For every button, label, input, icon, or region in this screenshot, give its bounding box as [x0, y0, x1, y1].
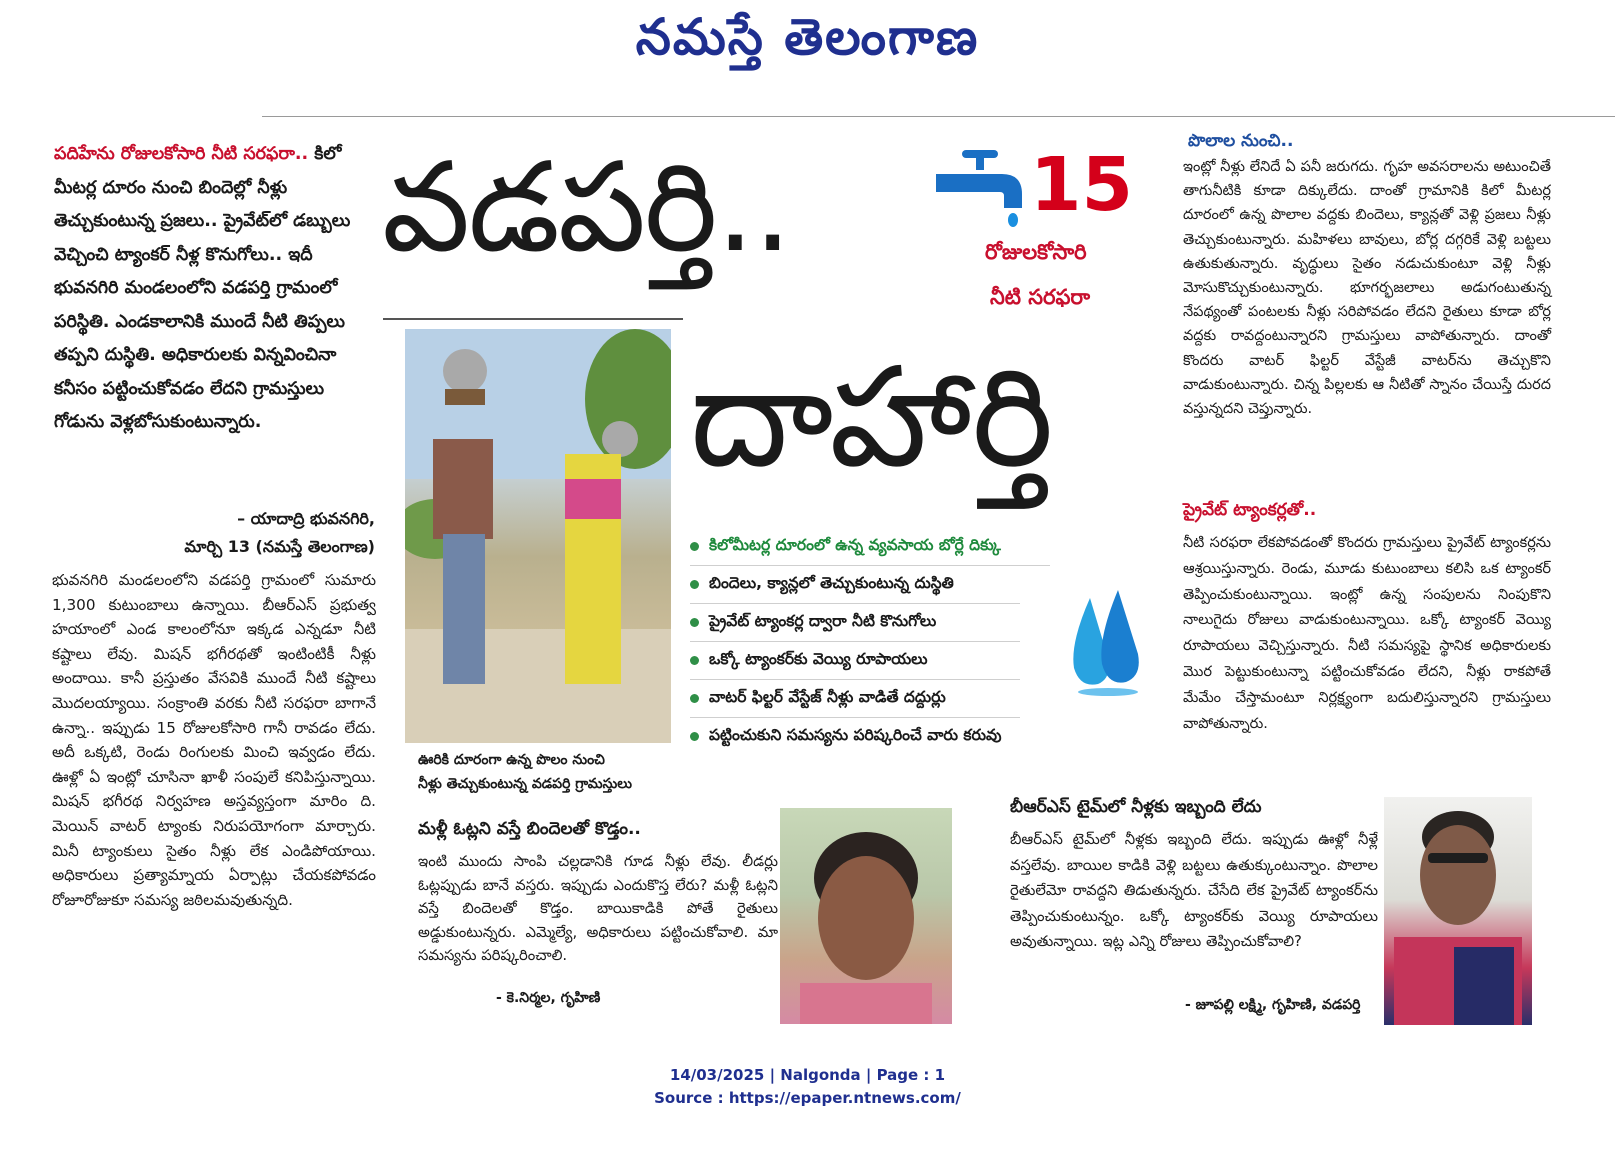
highlight-item: వాటర్ ఫిల్టర్ వేస్టేజ్ నీళ్లు వాడితే దద్దుర్లు	[690, 680, 1020, 718]
subheading-private-tankers: ప్రైవేట్ ట్యాంకర్లతో..	[1183, 500, 1317, 520]
water-drops-icon	[1068, 588, 1148, 698]
quote2-signature: - జూపల్లి లక్ష్మి, గృహిణి, వడపర్తి	[1185, 997, 1361, 1013]
highlight-item: ప్రైవేట్ ట్యాంకర్ల ద్వారా నీటి కొనుగోలు	[690, 604, 1020, 642]
bullet-icon	[690, 580, 699, 589]
highlights-list	[690, 528, 1090, 755]
article-body-right-2: నీటి సరఫరా లేకపోవడంతో కొందరు గ్రామస్తులు ప్రైవేట్ ట్యాంకర్లను ఆశ్రయిస్తున్నారు. రెండు, మూడు కుటుంబాలు కలిసి ఒక ట్యాంకర్ తెప్పించుకుంటున్నాయి. ఇంట్లో ఉన్న సంపులను నింపుకొని నాలుగైదు రోజులు వాడుకుంటున్నాయి. ఒక్కో ట్యాంకర్ వెయ్యి రూపాయలు వెచ్చిస్తున్నారు. నీటి సమస్యపై స్థానిక అధికారులకు మొర పెట్టుకుంటున్నా పట్టించుకోవడం లేదని, నీళ్లు రాకపోతే మేమేం చేస్తామంటూ నిర్లక్ష్యంగా బదులిస్తున్నారని గ్రామస్తులు వాపోతున్నారు.	[1183, 535, 1551, 732]
headline-rule	[383, 318, 683, 320]
highlight-item: ఒక్కో ట్యాంకర్‌కు వెయ్యి రూపాయలు	[690, 642, 1020, 680]
nirmala-portrait-photo	[780, 808, 952, 1024]
dateline-place: – యాదాద్రి భువనగిరి,	[237, 509, 375, 528]
page-footer-source: Source : https://epaper.ntnews.com/	[654, 1089, 961, 1107]
lead-text: కిలో మీటర్ల దూరం నుంచి బిందెల్లో నీళ్లు తెచ్చుకుంటున్న ప్రజలు.. ప్రైవేట్‌లో డబ్బులు వెచ్చించి ట్యాంకర్ నీళ్ల కొనుగోలు.. ఇదీ భువనగిరి మండలంలోని వడపర్తి గ్రామంలో పరిస్థితి. ఎండకాలానికి ముందే నీటి తిప్పలు తప్పని దుస్థితి. అధికారులకు విన్నవించినా కనీసం పట్టించుకోవడం లేదని గ్రామస్తులు గోడును వెళ్లబోసుకుంటున్నారు.	[54, 144, 351, 432]
quote2-heading: బీఆర్‌ఎస్ టైమ్‌లో నీళ్లకు ఇబ్బంది లేదు	[1010, 797, 1262, 817]
highlight-item: బిందెలు, క్యాన్లలో తెచ్చుకుంటున్న దుస్థితి	[690, 566, 1020, 604]
dateline	[140, 505, 375, 561]
bullet-icon	[690, 732, 699, 741]
villagers-carrying-water-photo	[405, 329, 671, 743]
caption-line2: నీళ్లు తెచ్చుకుంటున్న వడపర్తి గ్రామస్తులు	[418, 776, 633, 792]
days-label: రోజులకోసారి	[985, 240, 1087, 264]
quote2-body: బీఆర్‌ఎస్ టైమ్‌లో నీళ్లకు ఇబ్బంది లేదు. ఇప్పుడు ఊళ్లో నీళ్లే వస్తలేవు. బాయిల కాడికి వెళ్లి బట్టలు ఉతుక్కుంటున్నాం. పొలాల రైతులేమో రావద్దని తిడుతున్నరు. చేసేది లేక ప్రైవేట్ ట్యాంకర్‌ను తెప్పించుకుంటున్నం. ఒక్కో ట్యాంకర్‌కు వెయ్యి రూపాయలు అవుతున్నాయి. ఇట్ల ఎన్ని రోజులు తెప్పించుకోవాలి?	[1010, 831, 1378, 951]
page-footer-info: 14/03/2025 | Nalgonda | Page : 1	[669, 1066, 946, 1084]
quote1-body: ఇంటి ముందు సాంపి చల్లడానికి గూడ నీళ్లు లేవు. లీడర్లు ఓట్లప్పుడు బానే వస్తరు. ఇప్పుడు ఎందుకొస్త లేరు? మళ్లీ ఓట్లని వస్తే బిందెలతో కొడ్తం. బాయికాడికి పోతే రైతులు అడ్డుకుంటున్నరు. ఎమ్మెల్యే, అధికారులు పట్టించుకోవాలి. మా సమస్యను పరిష్కరించాలి.	[418, 853, 778, 964]
masthead-rule	[262, 116, 1615, 117]
bullet-icon	[690, 618, 699, 627]
bullet-icon	[690, 694, 699, 703]
lakshmi-portrait-photo	[1384, 797, 1532, 1025]
dateline-date: మార్చి 13 (నమస్తే తెలంగాణ)	[184, 537, 375, 556]
days-sublabel: నీటి సరఫరా	[990, 285, 1091, 309]
highlight-item: పట్టించుకుని సమస్యను పరిష్కరించే వారు కరువు	[690, 718, 1080, 755]
caption-line1: ఊరికి దూరంగా ఉన్న పొలం నుంచి	[418, 752, 605, 768]
bullet-icon	[690, 656, 699, 665]
quote1-signature: - కె.నిర్మల, గృహిణి	[496, 990, 601, 1006]
quote1-heading: మళ్లీ ఓట్లని వస్తే బిందెలతో కొడ్తం..	[418, 819, 641, 839]
headline-line2: దాహార్తి	[690, 337, 1054, 498]
highlight-item: కిలోమీటర్ల దూరంలో ఉన్న వ్యవసాయ బోర్లే దిక్కు	[690, 528, 1050, 566]
photo-caption	[418, 748, 678, 796]
lead-paragraph	[54, 138, 374, 440]
masthead-logo: నమస్తే తెలంగాణ	[635, 8, 980, 66]
article-body-left: భువనగిరి మండలంలోని వడపర్తి గ్రామంలో సుమారు 1,300 కుటుంబాలు ఉన్నాయి. బీఆర్‌ఎస్ ప్రభుత్వ హయాంలో ఎండ కాలంలోనూ ఇక్కడ ఎన్నడూ నీటి కష్టాలు లేవు. మిషన్ భగీరథతో ఇంటింటికీ నీళ్లు అందాయి. కానీ ప్రస్తుతం వేసవికి ముందే నీటి కష్టాలు మొదలయ్యాయి. సంక్రాంతి వరకు నీటి సరఫరా బాగానే ఉన్నా.. ఇప్పుడు 15 రోజులకోసారి గానీ రావడం లేదు. అదీ ఒక్కటి, రెండు రింగులకు మించి ఇవ్వడం లేదు. ఊళ్లో ఏ ఇంట్లో చూసినా ఖాళీ సంపులే కనిపిస్తున్నాయి. మిషన్ భగీరథ నిర్వహణ అస్తవ్యస్తంగా మారిం ది. మెయిన్ వాటర్ ట్యాంకు నిరుపయోగంగా మార్చారు. మినీ ట్యాంకులు సైతం నీళ్లు లేక ఎండిపోయాయి. అధికారులు ప్రత్యామ్నాయ ఏర్పాట్లు చేయకపోవడం రోజూరోజుకూ సమస్య జఠిలమవుతున్నది.	[52, 571, 376, 909]
lead-highlight: పదిహేను రోజులకోసారి నీటి సరఫరా..	[54, 144, 309, 164]
headline-line1: వడపర్తి..	[382, 136, 791, 280]
water-tap-icon	[932, 148, 1030, 228]
article-body-right-1: ఇంట్లో నీళ్లు లేనిదే ఏ పనీ జరుగదు. గృహ అవసరాలను అటుంచితే తాగునీటికి కూడా దిక్కులేదు. దాంతో గ్రామానికి కిలో మీటర్ల దూరంలో ఉన్న పొలాల వద్దకు బిందెలు, క్యాన్లతో వెళ్లి ప్రజలు నీళ్లు తెచ్చుకుంటున్నారు. మహిళలు బావులు, బోర్ల దగ్గరికే వెళ్లి బట్టలు ఉతుకుతున్నారు. వృద్ధులు సైతం నడుచుకుంటూ వెళ్లి నీళ్లు మోసుకొచ్చుకుంటున్నారు. భూగర్భజలాలు అడుగంటుతున్న నేపథ్యంతో పంటలకు నీళ్లు సరిపోవడం లేదని రైతులు కూడా బోర్ల వద్దకు రావద్దంటున్నారని గ్రామస్తులు వాపోతున్నారు. దాంతో కొందరు వాటర్ ఫిల్టర్ వేస్టేజీ వాటర్‌ను తెచ్చుకొని వాడుకుంటున్నారు. చిన్న పిల్లలకు ఆ నీటితో స్నానం చేయిస్తే దురద వస్తున్నదని చెప్తున్నారు.	[1183, 159, 1551, 418]
days-number: 15	[1030, 142, 1133, 228]
bullet-icon	[690, 542, 699, 551]
subheading-from-fields: పొలాల నుంచి..	[1188, 131, 1294, 151]
